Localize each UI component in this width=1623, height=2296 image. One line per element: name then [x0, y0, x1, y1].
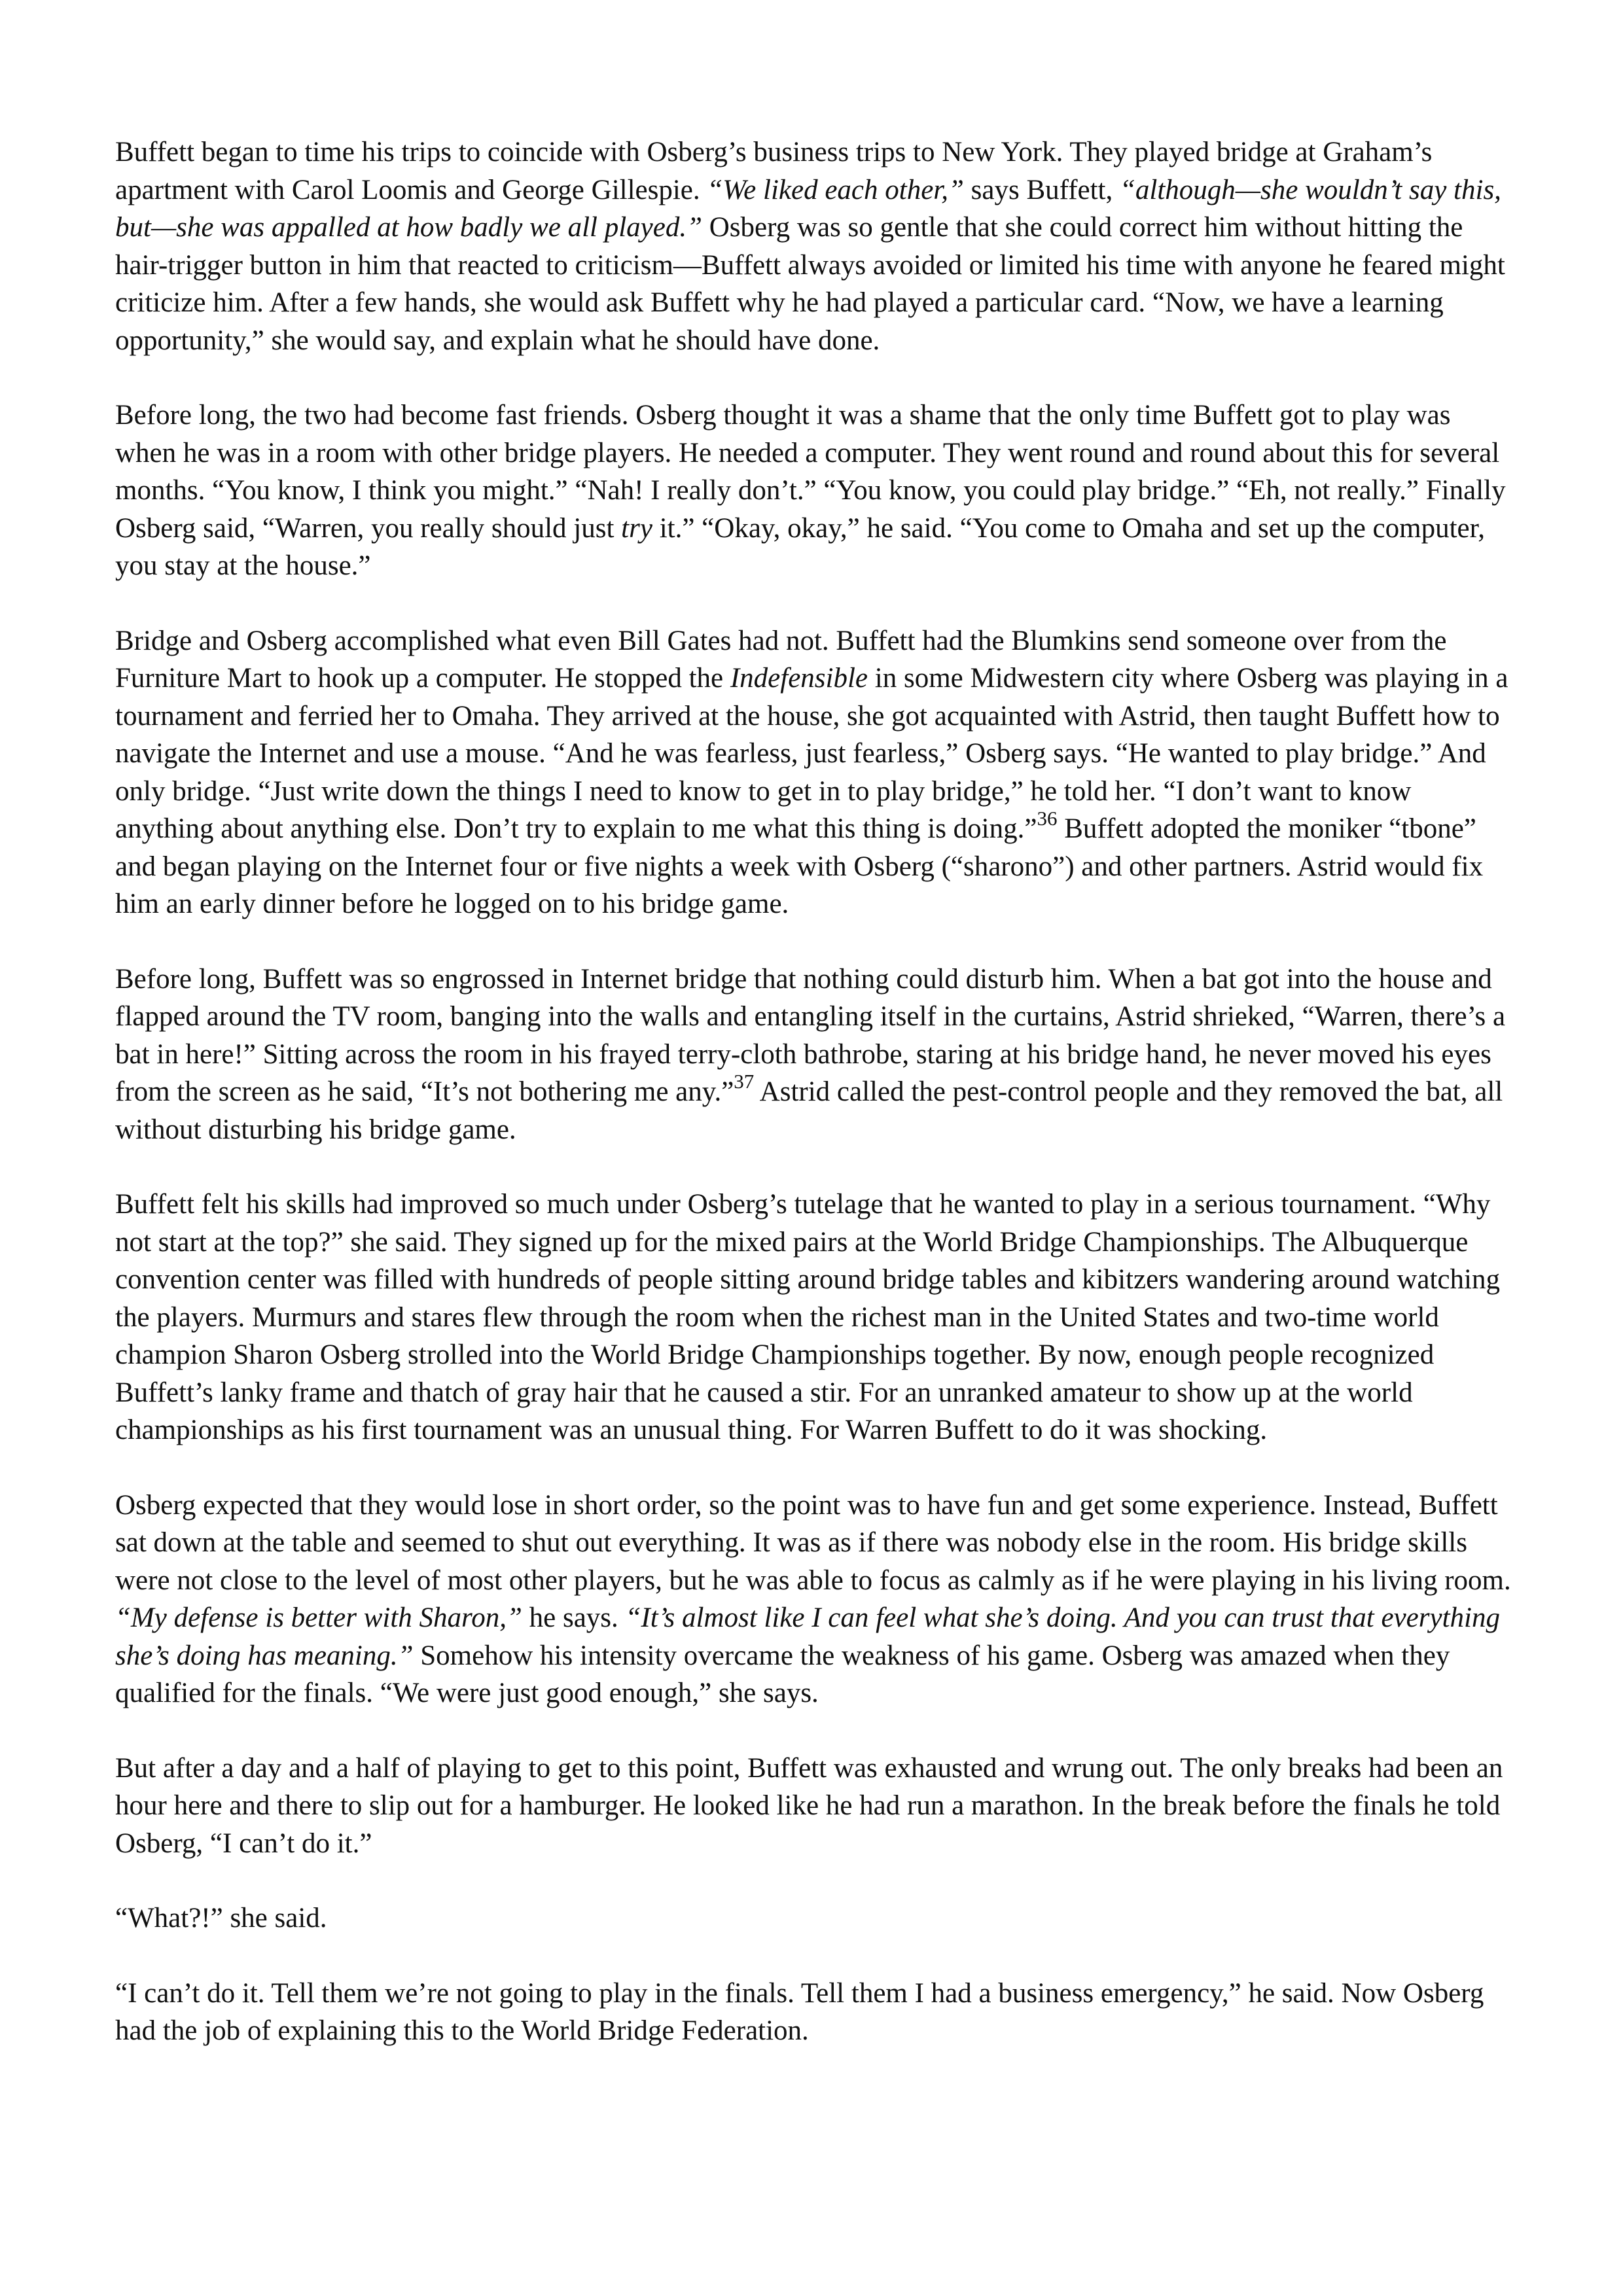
text-run: Buffett felt his skills had improved so much under Osberg’s tutelage that he wanted to play in a serious tournament. “Why not start at the top?” she said. They signed up for the mixed pairs at the World Bridge Championships. The Albuquerque convention center was filled with hundreds of people sitting around bridge tables and kibitzers wandering around watching the players. Murmurs and stares flew through the room when the richest man in the United States and two-time world champion Sharon Osberg strolled into the World Bridge Championships together. By now, enough people recognized Buffett’s lanky frame and thatch of gray hair that he caused a stir. For an unranked amateur to show up at the world championships as his first tournament was an unusual thing. For Warren Buffett to do it was shocking. — [115, 1189, 1500, 1445]
text-run: Before long, Buffett was so engrossed in Internet bridge that nothing could disturb him. When a bat got into the house and flapped around the TV room, banging into the walls and entangling itself in the curtains, Astrid shrieked, “Warren, there’s a bat in here!” Sitting across the room in his frayed terry-cloth bathrobe, staring at his bridge hand, he never moved his eyes from the screen as he said, “It’s not bothering me any.” — [115, 963, 1506, 1107]
text-run: Osberg was so gentle that she could correct him without hitting the hair-trigger button in him that reacted to criticism—Buffett always avoided or limited his time with anyone he feared might criticize him. After a few hands, she would ask Buffett why he had played a particular card. “Now, we have a learning opportunity,” she would say, and explain what he should have done. — [115, 212, 1505, 356]
paragraph — [115, 1750, 1516, 1863]
text-run: says Buffett, — [963, 174, 1120, 205]
text-run: Buffett adopted the moniker “tbone” and began playing on the Internet four or five nights a week with Osberg (“sharono”) and other partners. Astrid would fix him an early dinner before he logged on to his bridge game. — [115, 813, 1484, 919]
italic-word: try — [621, 512, 652, 544]
italic-quote: “We liked each other,” — [707, 174, 964, 205]
paragraph — [115, 1186, 1516, 1449]
text-run: “What?!” she said. — [115, 1903, 327, 1934]
paragraph — [115, 1899, 1516, 1937]
paragraph — [115, 622, 1516, 923]
paragraph — [115, 961, 1516, 1149]
footnote-marker: 36 — [1037, 807, 1058, 830]
italic-quote: “My defense is better with Sharon,” — [115, 1602, 522, 1633]
footnote-marker: 37 — [734, 1070, 755, 1093]
text-run: But after a day and a half of playing to get to this point, Buffett was exhausted and wrung out. The only breaks had been an hour here and there to slip out for a hamburger. He looked like he had run a marathon. In the break before the finals he told Osberg, “I can’t do it.” — [115, 1752, 1503, 1859]
text-run: Somehow his intensity overcame the weakness of his game. Osberg was amazed when they qualified for the finals. “We were just good enough,” she says. — [115, 1640, 1450, 1708]
text-run: Astrid called the pest-control people and they removed the bat, all without disturbing his bridge game. — [115, 1076, 1503, 1145]
paragraph — [115, 1487, 1516, 1712]
text-run: Osberg expected that they would lose in short order, so the point was to have fun and get some experience. Instead, Buffett sat down at the table and seemed to shut out everything. It was as if there was nobody else in the room. His bridge skills were not close to the level of most other players, but he was able to focus as calmly as if he were playing in his living room. — [115, 1489, 1511, 1596]
text-run: Bridge and Osberg accomplished what even Bill Gates had not. Buffett had the Blumkins send someone over from the Furniture Mart to hook up a computer. He stopped the — [115, 625, 1447, 694]
italic-quote: “It’s almost like I can feel what she’s doing. And you can trust that everything she’s doing has meaning.” — [115, 1602, 1500, 1671]
italic-quote: “although—she wouldn’t say this, but—she was appalled at how badly we all played.” — [115, 174, 1501, 243]
italic-title: Indefensible — [730, 663, 868, 694]
paragraph — [115, 133, 1516, 359]
text-run: he says. — [522, 1602, 626, 1633]
paragraph — [115, 1975, 1516, 2050]
paragraph — [115, 397, 1516, 585]
text-run: in some Midwestern city where Osberg was playing in a tournament and ferried her to Omaha. They arrived at the house, she got acquainted with Astrid, then taught Buffett how to navigate the Internet and use a mouse. “And he was fearless, just fearless,” Osberg says. “He wanted to play bridge.” And only bridge. “Just write down the things I need to know to get in to play bridge,” he told her. “I don’t want to know anything about anything else. Don’t try to explain to me what this thing is doing.” — [115, 663, 1508, 844]
document-page — [115, 133, 1516, 2050]
text-run: Before long, the two had become fast friends. Osberg thought it was a shame that the only time Buffett got to play was when he was in a room with other bridge players. He needed a computer. They went round and round about this for several months. “You know, I think you might.” “Nah! I really don’t.” “You know, you could play bridge.” “Eh, not really.” Finally Osberg said, “Warren, you really should just — [115, 400, 1506, 544]
text-run: “I can’t do it. Tell them we’re not going to play in the finals. Tell them I had a business emergency,” he said. Now Osberg had the job of explaining this to the World Bridge Federation. — [115, 1977, 1484, 2046]
text-run: Buffett began to time his trips to coincide with Osberg’s business trips to New York. They played bridge at Graham’s apartment with Carol Loomis and George Gillespie. — [115, 137, 1433, 205]
text-run: it.” “Okay, okay,” he said. “You come to Omaha and set up the computer, you stay at the house.” — [115, 512, 1485, 581]
